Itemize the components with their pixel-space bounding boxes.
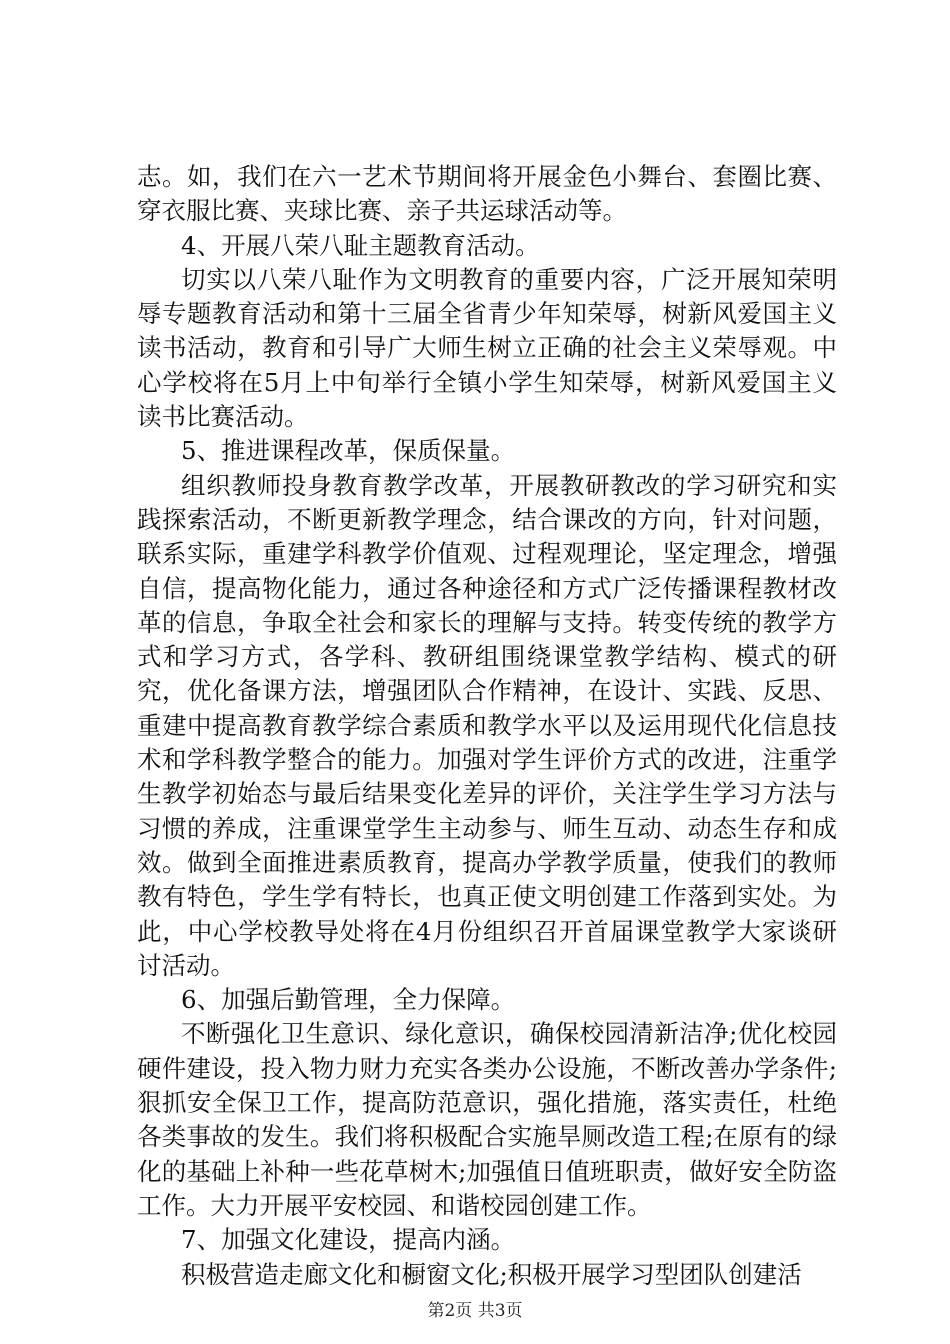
paragraph-continuation: 志。如，我们在六一艺术节期间将开展金色小舞台、套圈比赛、穿衣服比赛、夹球比赛、亲子共运球活动等。 [137, 162, 837, 226]
paragraph-honor-education: 切实以八荣八耻作为文明教育的重要内容，广泛开展知荣明辱专题教育活动和第十三届全省青少年知荣辱，树新风爱国主义读书活动，教育和引导广大师生树立正确的社会主义荣辱观。中心学校将在5月上中旬举行全镇小学生知荣辱，树新风爱国主义读书比赛活动。 [137, 264, 837, 432]
paragraph-logistics: 不断强化卫生意识、绿化意识，确保校园清新洁净;优化校园硬件建设，投入物力财力充实各类办公设施，不断改善办学条件;狠抓安全保卫工作，提高防范意识，强化措施，落实责任，杜绝各类事故的发生。我们将积极配合实施旱厕改造工程;在原有的绿化的基础上补种一些花草树木;加强值日值班职责，做好安全防盗工作。大力开展平安校园、和谐校园创建工作。 [137, 1019, 837, 1220]
section-heading-7: 7、加强文化建设，提高内涵。 [181, 1225, 516, 1255]
document-body [137, 160, 837, 1292]
section-heading-6: 6、加强后勤管理，全力保障。 [181, 985, 516, 1015]
section-heading-5: 5、推进课程改革，保质保量。 [181, 436, 516, 466]
section-heading-4: 4、开展八荣八耻主题教育活动。 [181, 230, 540, 260]
paragraph-curriculum-reform: 组织教师投身教育教学改革，开展教研教改的学习研究和实践探索活动，不断更新教学理念，结合课改的方向，针对问题，联系实际，重建学科教学价值观、过程观理论，坚定理念，增强自信，提高物化能力，通过各种途径和方式广泛传播课程教材改革的信息，争取全社会和家长的理解与支持。转变传统的教学方式和学习方式，各学科、教研组围绕课堂教学结构、模式的研究，优化备课方法，增强团队合作精神，在设计、实践、反思、重建中提高教育教学综合素质和教学水平以及运用现代化信息技术和学科教学整合的能力。加强对学生评价方式的改进，注重学生教学初始态与最后结果变化差异的评价，关注学生学习方法与习惯的养成，注重课堂学生主动参与、师生互动、动态生存和成效。做到全面推进素质教育，提高办学教学质量，使我们的教师教有特色，学生学有特长，也真正使文明创建工作落到实处。为此，中心学校教导处将在4月份组织召开首届课堂教学大家谈研讨活动。 [137, 470, 837, 980]
page-number-footer: 第2页 共3页 [427, 1301, 523, 1321]
paragraph-culture: 积极营造走廊文化和橱窗文化;积极开展学习型团队创建活 [181, 1259, 802, 1289]
